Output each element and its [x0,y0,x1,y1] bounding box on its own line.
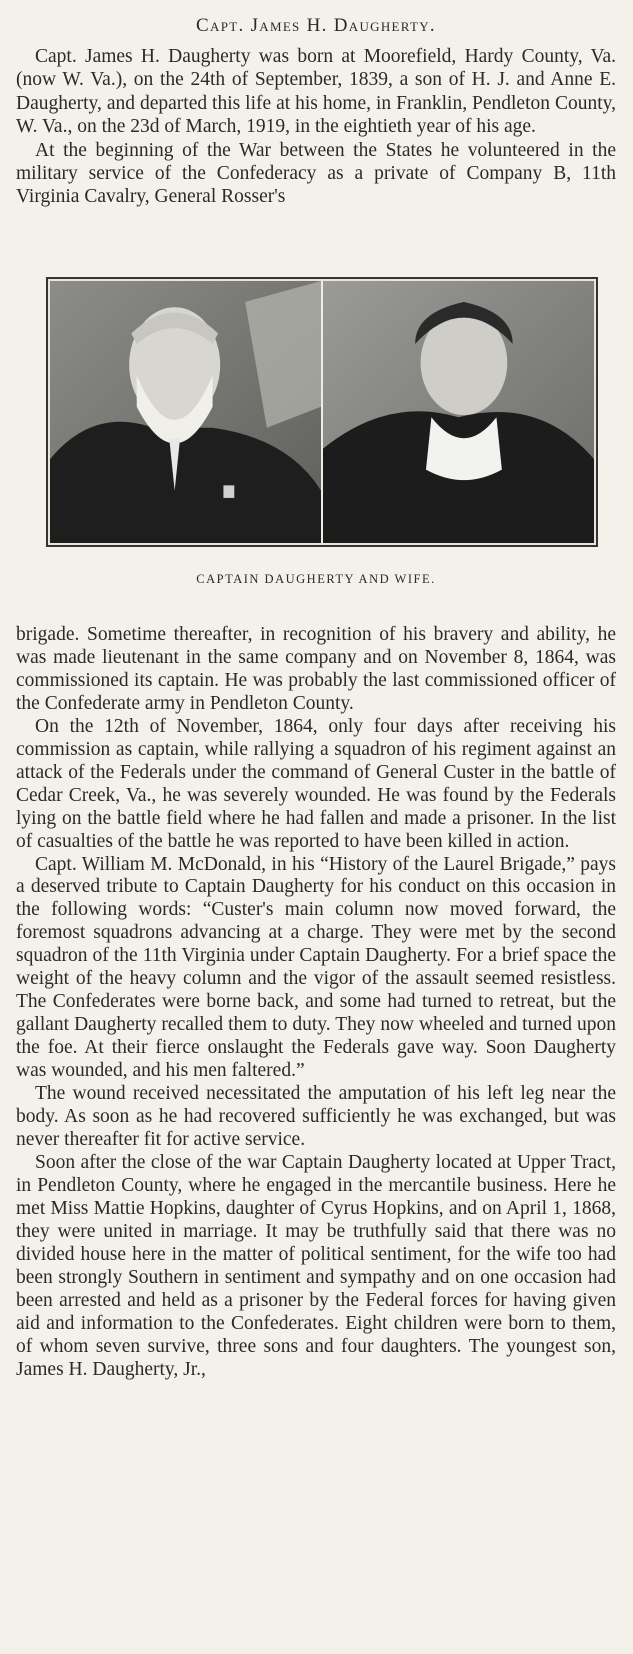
body-text [16,624,616,1381]
photo-figure [46,277,598,547]
portrait-captain-photo [50,281,323,543]
portrait-wife-photo [323,281,594,543]
paragraph: Soon after the close of the war Captain Daugherty located at Upper Tract, in Pendleton County, where he engaged in the mercantile business. Here he met Miss Mattie Hopkins, daughter of Cyrus Hopkins, and on April 1, 1868, they were united in marriage. It may be truthfully said that there was no divided house here in the matter of political sentiment, for the wife too had been strongly Southern in sentiment and sympathy and on one occasion had been arrested and held as a prisoner by the Federal forces for having given aid and information to the Confederates. Eight children were born to them, of whom seven survive, three sons and four daughters. The youngest son, James H. Daugherty, Jr., [16,1151,616,1380]
paragraph: Capt. William M. McDonald, in his “History of the Laurel Brigade,” pays a deserved tribute to Captain Daugherty for his conduct on this occasion in the following words: “Custer's main column now moved forward, the foremost squadrons advancing at a charge. They were met by the second squadron of the 11th Virginia under Captain Daugherty. For a brief space the weight of the heavy column and the vigor of the assault seemed resistless. The Confederates were borne back, and some had turned to retreat, but the gallant Daugherty recalled them to duty. They now wheeled and turned upon the foe. At their fierce onslaught the Federals gave way. Soon Daugherty was wounded, and his men faltered.” [16,853,616,1082]
intro-text [16,45,616,209]
paragraph: On the 12th of November, 1864, only four days after receiving his commission as captain, while rallying a squadron of his regiment against an attack of the Federals under the command of General Custer in the battle of Cedar Creek, Va., he was severely wounded. He was found by the Federals lying on the battle field where he had fallen and made a prisoner. In the list of casualties of the battle he was reported to have been killed in action. [16,715,616,852]
paragraph: At the beginning of the War between the States he volunteered in the military service of the Confederacy as a private of Company B, 11th Virginia Cavalry, General Rosser's [16,139,616,208]
figure-caption: CAPTAIN DAUGHERTY AND WIFE. [196,572,436,586]
paragraph: The wound received necessitated the amputation of his left leg near the body. As soon as he had recovered sufficiently he was exchanged, but was never thereafter fit for active service. [16,1083,616,1150]
page [16,0,616,1380]
paragraph: Capt. James H. Daugherty was born at Moorefield, Hardy County, Va. (now W. Va.), on the 24th of September, 1839, a son of H. J. and Anne E. Daugherty, and departed this life at his home, in Franklin, Pendleton County, W. Va., on the 23d of March, 1919, in the eightieth year of his age. [16,46,616,138]
paragraph: brigade. Sometime thereafter, in recognition of his bravery and ability, he was made lieutenant in the same company and on November 8, 1864, was commissioned its captain. He was probably the last commissioned officer of the Confederate army in Pendleton County. [16,624,616,714]
page-title: Capt. James H. Daugherty. [196,15,436,36]
